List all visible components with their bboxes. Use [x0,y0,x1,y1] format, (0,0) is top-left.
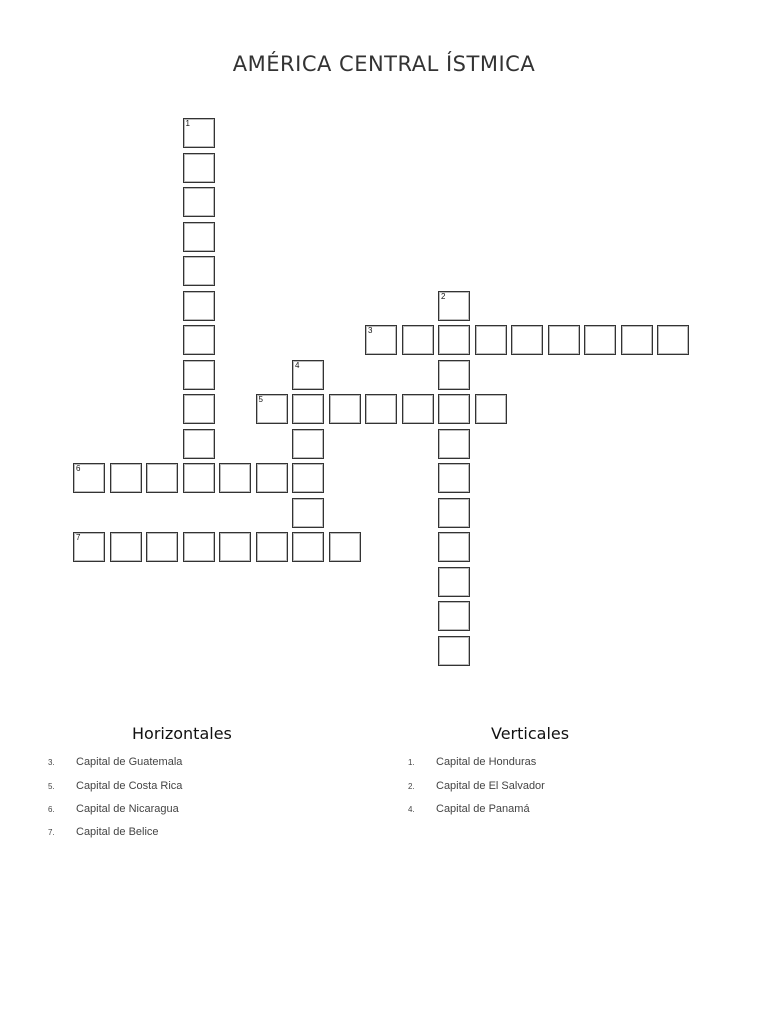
clue-text: Capital de Panamá [436,803,530,815]
cell-number: 5 [258,395,263,404]
clue-number: 2. [408,782,415,791]
crossword-cell[interactable] [183,463,215,493]
crossword-cell[interactable] [292,360,324,390]
crossword-cell[interactable] [219,532,251,562]
clue-text: Capital de Costa Rica [76,780,183,792]
across-heading: Horizontales [132,724,232,743]
clue-text: Capital de Guatemala [76,756,183,768]
cell-number: 6 [76,464,81,473]
crossword-cell[interactable] [438,498,470,528]
down-clue [408,780,708,796]
crossword-cell[interactable] [183,532,215,562]
crossword-cell[interactable] [256,532,288,562]
cell-number: 4 [295,360,300,370]
cell-number: 2 [441,291,446,301]
clue-text: Capital de Belice [76,826,159,838]
crossword-cell[interactable] [183,325,215,355]
crossword-cell[interactable] [438,636,470,666]
clue-number: 6. [48,805,55,814]
crossword-cell[interactable] [73,463,105,493]
crossword-cell[interactable] [183,118,215,148]
crossword-cell[interactable] [438,394,470,424]
crossword-cell[interactable] [438,567,470,597]
crossword-cell[interactable] [438,601,470,631]
crossword-cell[interactable] [146,532,178,562]
crossword-cell[interactable] [183,429,215,459]
crossword-cell[interactable] [438,291,470,321]
crossword-cell[interactable] [584,325,616,355]
crossword-cell[interactable] [183,187,215,217]
crossword-cell[interactable] [183,256,215,286]
across-clue [48,826,348,842]
cell-number: 7 [76,533,81,542]
clue-text: Capital de Honduras [436,756,537,768]
down-clue [408,803,708,819]
crossword-cell[interactable] [73,532,105,562]
crossword-cell[interactable] [110,463,142,493]
crossword-cell[interactable] [329,394,361,424]
crossword-cell[interactable] [183,394,215,424]
page-title: AMÉRICA CENTRAL ÍSTMICA [232,52,536,76]
crossword-cell[interactable] [621,325,653,355]
crossword-cell[interactable] [256,463,288,493]
clue-number: 5. [48,782,55,791]
crossword-cell[interactable] [438,463,470,493]
crossword-cell[interactable] [365,325,397,355]
crossword-cell[interactable] [402,325,434,355]
crossword-cell[interactable] [475,394,507,424]
cell-number: 3 [368,326,373,335]
down-heading: Verticales [491,724,570,743]
down-clue [408,756,708,772]
crossword-cell[interactable] [548,325,580,355]
clue-number: 3. [48,758,55,767]
crossword-cell[interactable] [365,394,397,424]
crossword-cell[interactable] [146,463,178,493]
crossword-cell[interactable] [438,429,470,459]
crossword-cell[interactable] [438,360,470,390]
crossword-cell[interactable] [292,429,324,459]
crossword-cell[interactable] [475,325,507,355]
clue-number: 4. [408,805,415,814]
crossword-cell[interactable] [183,291,215,321]
crossword-cell[interactable] [329,532,361,562]
crossword-cell[interactable] [402,394,434,424]
cell-number: 1 [185,119,190,128]
crossword-cell[interactable] [183,222,215,252]
crossword-cell[interactable] [438,532,470,562]
crossword-cell[interactable] [511,325,543,355]
crossword-cell[interactable] [657,325,689,355]
crossword-cell[interactable] [292,498,324,528]
clue-number: 7. [48,828,55,837]
clue-text: Capital de El Salvador [436,780,545,792]
across-clue [48,780,348,796]
crossword-cell[interactable] [292,532,324,562]
crossword-cell[interactable] [438,325,470,355]
crossword-cell[interactable] [183,360,215,390]
across-clue [48,803,348,819]
crossword-cell[interactable] [256,394,288,424]
crossword-cell[interactable] [219,463,251,493]
crossword-cell[interactable] [292,394,324,424]
crossword-cell[interactable] [183,153,215,183]
clue-number: 1. [408,758,415,767]
crossword-cell[interactable] [110,532,142,562]
clue-text: Capital de Nicaragua [76,803,179,815]
crossword-cell[interactable] [292,463,324,493]
across-clue [48,756,348,772]
